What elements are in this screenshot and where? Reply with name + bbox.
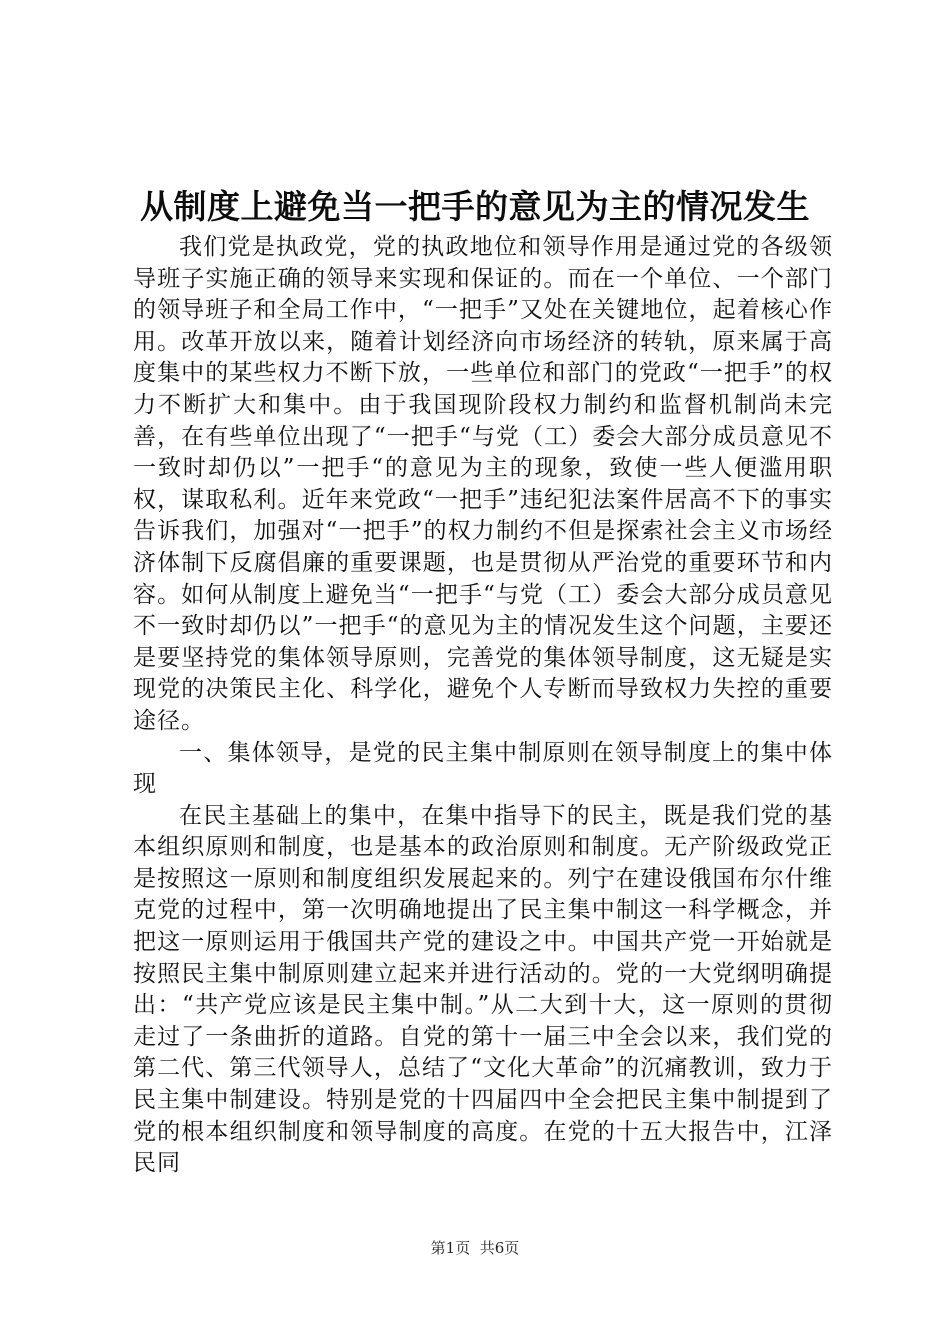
page-number: 第1页: [430, 1239, 471, 1257]
section-heading-1: 一、集体领导，是党的民主集中制原则在领导制度上的集中体现: [133, 739, 833, 798]
document-title: 从制度上避免当一把手的意见为主的情况发生: [140, 187, 810, 226]
paragraph-intro: 我们党是执政党，党的执政地位和领导作用是通过党的各级领导班子实施正确的领导来实现和保证的。而在一个单位、一个部门的领导班子和全局工作中，“一把手”又处在关键地位，起着核心作用。改革开放以来，随着计划经济向市场经济的转轨，原来属于高度集中的某些权力不断下放，一些单位和部门的党政“一把手”的权力不断扩大和集中。由于我国现阶段权力制约和监督机制尚未完善，在有些单位出现了“一把手“与党（工）委会大部分成员意见不一致时却仍以”一把手“的意见为主的现象，致使一些人便滥用职权，谋取私利。近年来党政“一把手”违纪犯法案件居高不下的事实告诉我们，加强对“一把手”的权力制约不但是探索社会主义市场经济体制下反腐倡廉的重要课题，也是贯彻从严治党的重要环节和内容。如何从制度上避免当“一把手“与党（工）委会大部分成员意见不一致时却仍以”一把手“的意见为主的情况发生这个问题，主要还是要坚持党的集体领导原则，完善党的集体领导制度，这无疑是实现党的决策民主化、科学化，避免个人专断而导致权力失控的重要途径。: [133, 234, 833, 734]
page-footer: [0, 1238, 950, 1258]
page-total: 共6页: [479, 1239, 520, 1257]
paragraph-section-1: 在民主基础上的集中，在集中指导下的民主，既是我们党的基本组织原则和制度，也是基本的政治原则和制度。无产阶级政党正是按照这一原则和制度组织发展起来的。列宁在建设俄国布尔什维克党的过程中，第一次明确地提出了民主集中制这一科学概念，并把这一原则运用于俄国共产党的建设之中。中国共产党一开始就是按照民主集中制原则建立起来并进行活动的。党的一大党纲明确提出：“共产党应该是民主集中制。”从二大到十大，这一原则的贯彻走过了一条曲折的道路。自党的第十一届三中全会以来，我们党的第二代、第三代领导人，总结了“文化大革命”的沉痛教训，致力于民主集中制建设。特别是党的十四届四中全会把民主集中制提到了党的根本组织制度和领导制度的高度。在党的十五大报告中，江泽民同: [133, 802, 833, 1177]
document-body: [133, 232, 833, 1180]
